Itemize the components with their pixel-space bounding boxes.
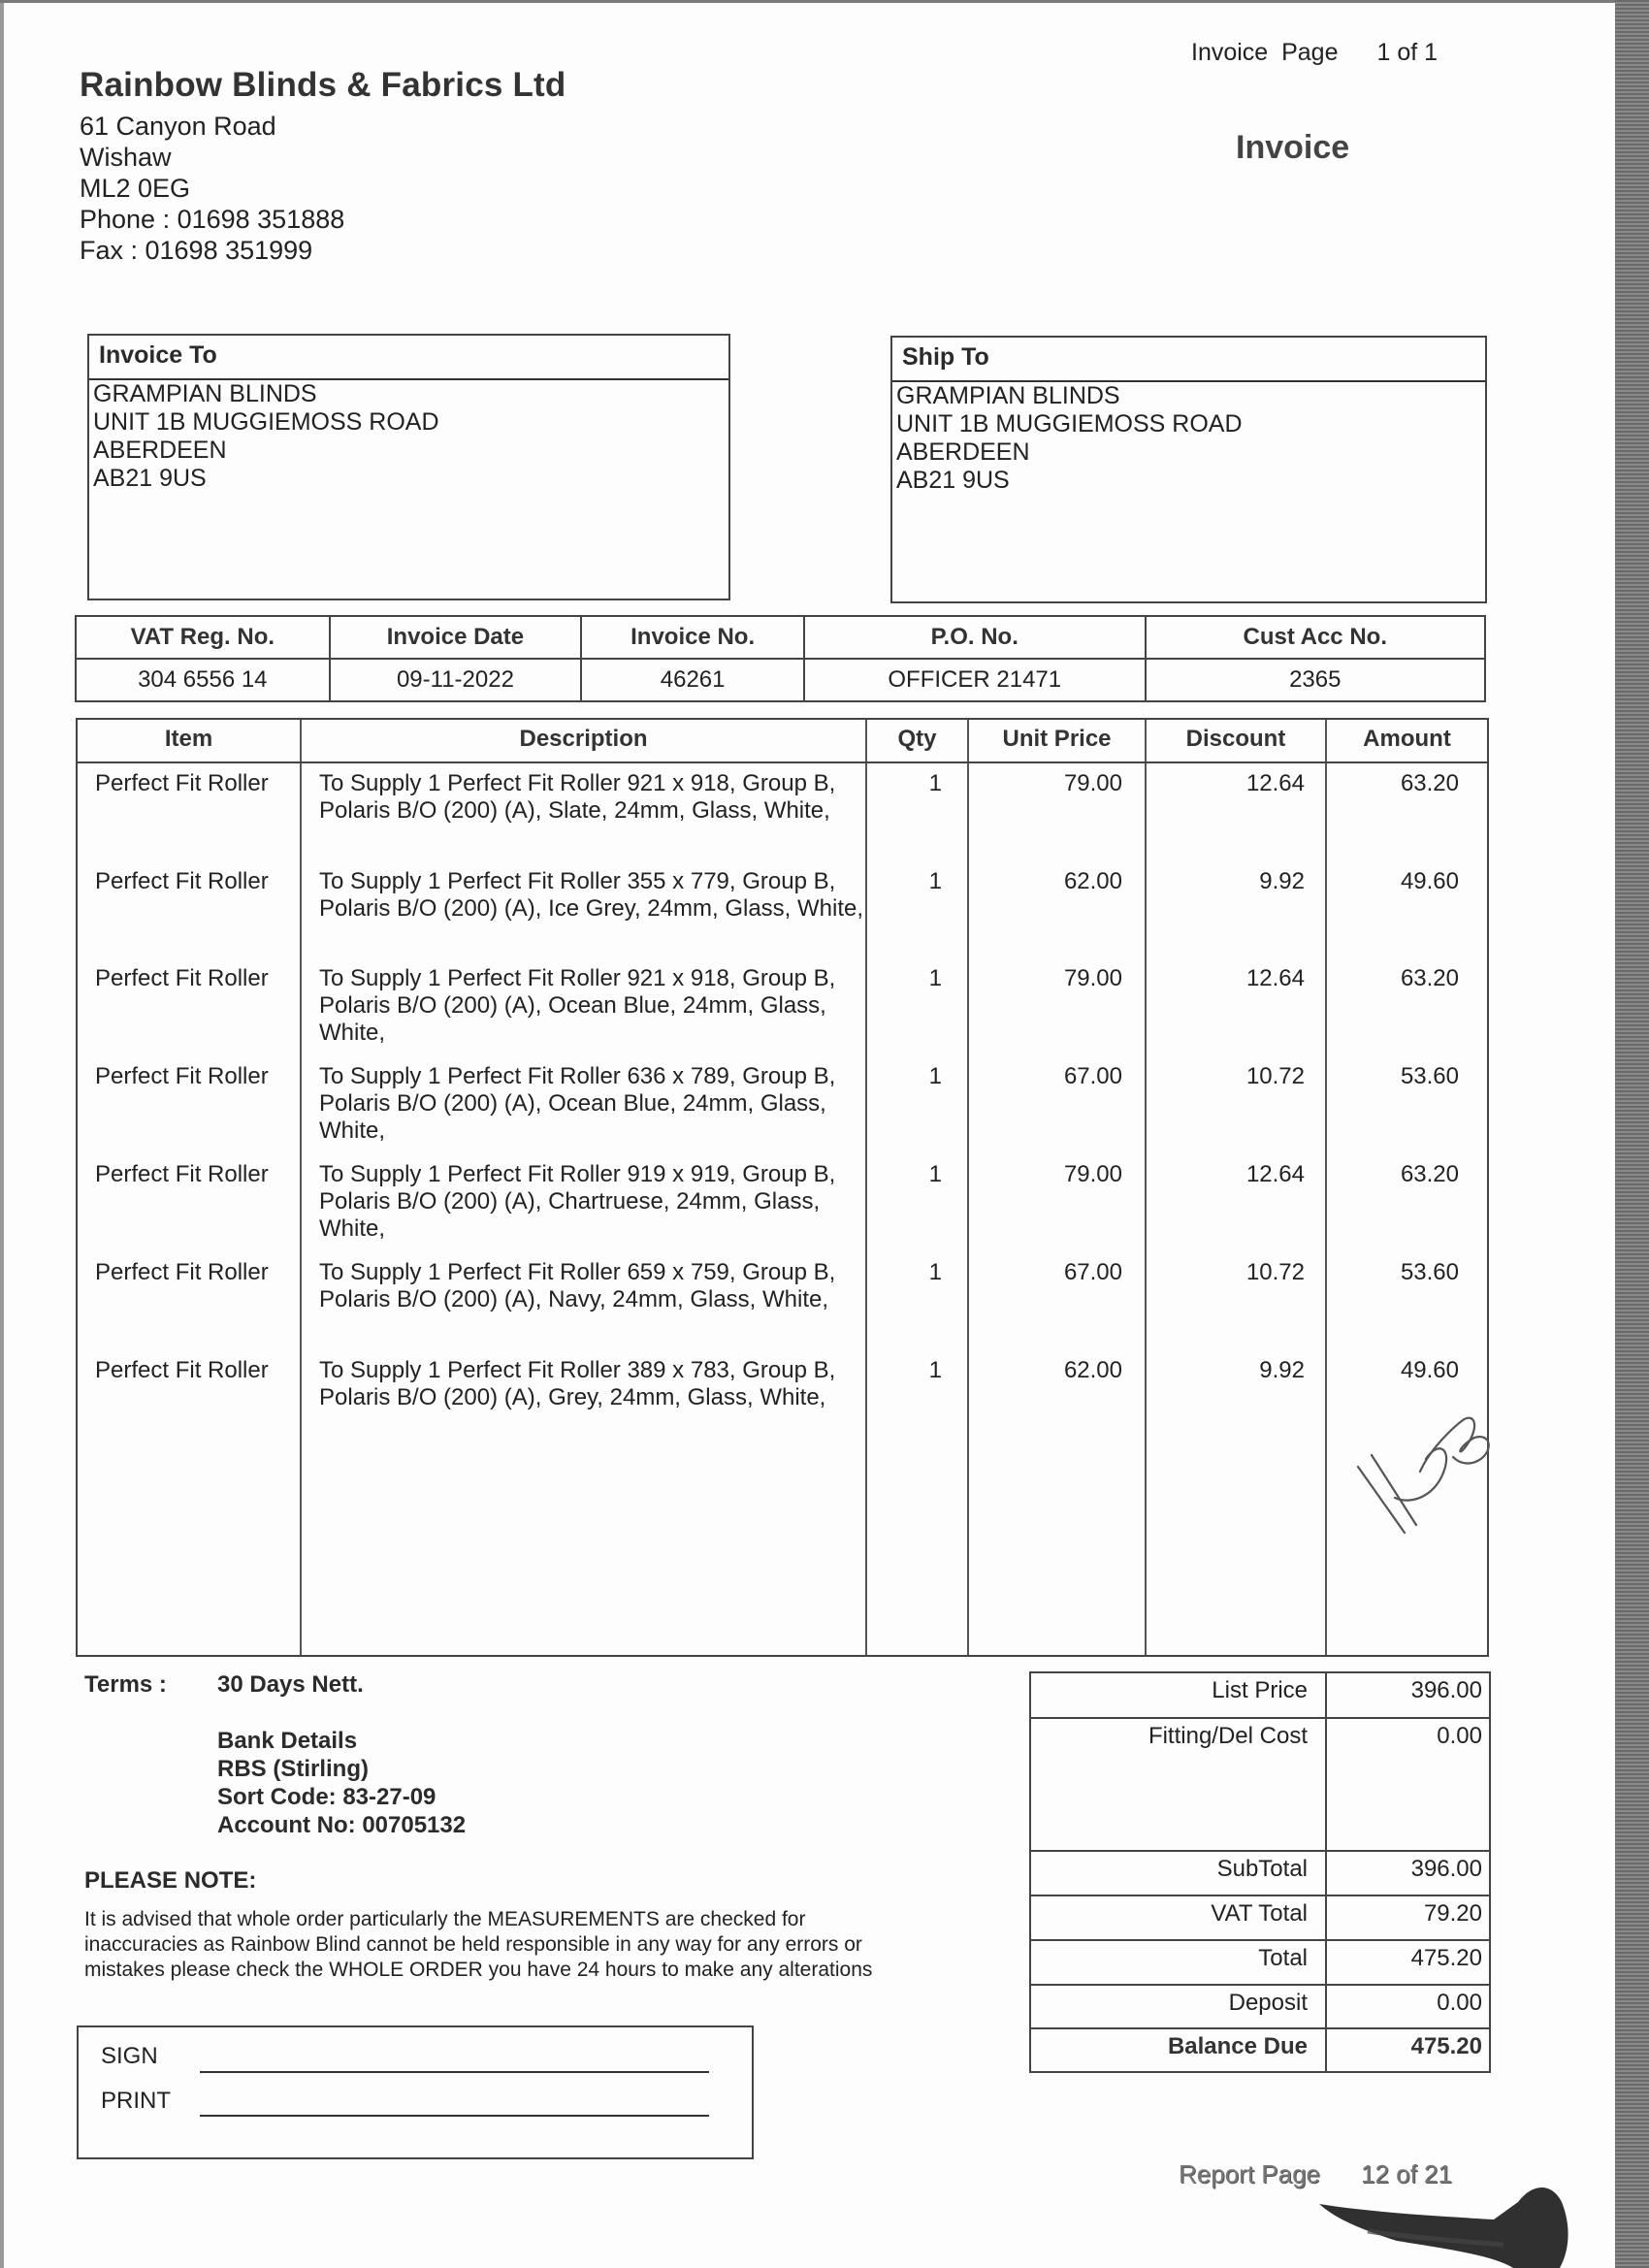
discount-header: Discount [1185, 726, 1286, 752]
row-amount: 53.60 [1400, 1259, 1459, 1285]
table-row [78, 770, 1487, 867]
row-item: Perfect Fit Roller [95, 1063, 269, 1089]
ship-to-line: UNIT 1B MUGGIEMOSS ROAD [896, 410, 1243, 437]
table-row [78, 1357, 1487, 1454]
terms-label: Terms : [84, 1671, 167, 1698]
balance-due-label: Balance Due [1167, 2033, 1308, 2059]
row-discount: 9.92 [1259, 1357, 1305, 1383]
note-line: It is advised that whole order particularly the MEASUREMENTS are checked for [84, 1908, 806, 1930]
ship-to-line: GRAMPIAN BLINDS [896, 382, 1120, 409]
company-address-line-3: ML2 0EG [80, 174, 191, 203]
row-item: Perfect Fit Roller [95, 868, 269, 894]
row-unit-price: 79.00 [1063, 965, 1122, 991]
invoice-page-value: 1 of 1 [1376, 39, 1439, 66]
invoice-info-table [75, 615, 1486, 702]
print-label: PRINT [101, 2088, 171, 2114]
ship-to-box [890, 336, 1487, 603]
description-header: Description [519, 726, 648, 752]
handwritten-initials-signature [1348, 1409, 1494, 1554]
scan-edge-top [0, 0, 1615, 3]
row-amount: 63.20 [1400, 1161, 1459, 1187]
row-description: To Supply 1 Perfect Fit Roller 659 x 759, Group B, Polaris B/O (200) (A), Navy, 24mm, Glass, White, [319, 1259, 836, 1312]
cust-acc-value: 2365 [1146, 659, 1485, 701]
row-amount: 63.20 [1400, 965, 1459, 991]
row-description: To Supply 1 Perfect Fit Roller 921 x 918, Group B, Polaris B/O (200) (A), Slate, 24mm, Glass, White, [319, 770, 836, 824]
row-unit-price: 62.00 [1063, 1357, 1122, 1383]
row-qty: 1 [928, 1259, 942, 1285]
invoice-to-address [89, 380, 728, 493]
info-value-row [76, 659, 1485, 701]
info-header-row [76, 616, 1485, 659]
row-description: To Supply 1 Perfect Fit Roller 636 x 789, Group B, Polaris B/O (200) (A), Ocean Blue, 24mm, Glass, White, [319, 1063, 836, 1144]
row-discount: 12.64 [1245, 770, 1305, 796]
table-row [78, 1161, 1487, 1258]
sign-line[interactable] [200, 2071, 709, 2073]
row-amount: 53.60 [1400, 1063, 1459, 1089]
po-no-header: P.O. No. [804, 616, 1146, 659]
company-name: Rainbow Blinds & Fabrics Ltd [80, 66, 566, 104]
subtotal-label: SubTotal [1216, 1856, 1308, 1882]
row-item: Perfect Fit Roller [95, 1259, 269, 1285]
items-table [76, 718, 1489, 1657]
document-title: Invoice [1236, 129, 1350, 166]
vat-reg-value: 304 6556 14 [76, 659, 330, 701]
balance-due-value: 475.20 [1410, 2033, 1482, 2059]
list-price-row [1031, 1673, 1489, 1719]
scanner-smudge [1310, 2173, 1600, 2268]
row-unit-price: 79.00 [1063, 1161, 1122, 1187]
row-qty: 1 [928, 1357, 942, 1383]
bank-name: RBS (Stirling) [217, 1756, 369, 1782]
deposit-row [1031, 1986, 1489, 2029]
fitting-value: 0.00 [1437, 1723, 1482, 1749]
ship-to-line: AB21 9US [896, 467, 1010, 494]
row-description: To Supply 1 Perfect Fit Roller 355 x 779, Group B, Polaris B/O (200) (A), Ice Grey, 24mm, Glass, White, [319, 868, 864, 922]
terms-value: 30 Days Nett. [217, 1671, 364, 1698]
deposit-value: 0.00 [1437, 1990, 1482, 2016]
invoice-to-heading: Invoice To [89, 336, 728, 380]
amount-header: Amount [1363, 726, 1451, 752]
ship-to-heading: Ship To [892, 338, 1485, 382]
note-line: inaccuracies as Rainbow Blind cannot be held responsible in any way for any errors or [84, 1933, 862, 1956]
row-discount: 12.64 [1245, 965, 1305, 991]
row-description: To Supply 1 Perfect Fit Roller 921 x 918, Group B, Polaris B/O (200) (A), Ocean Blue, 24mm, Glass, White, [319, 965, 836, 1046]
row-item: Perfect Fit Roller [95, 1357, 269, 1383]
company-fax: Fax : 01698 351999 [80, 236, 313, 265]
total-label: Total [1258, 1945, 1308, 1971]
cust-acc-header: Cust Acc No. [1146, 616, 1485, 659]
total-value: 475.20 [1410, 1945, 1482, 1971]
company-address-line-2: Wishaw [80, 143, 172, 172]
balance-due-row [1031, 2029, 1489, 2071]
bank-account-no: Account No: 00705132 [217, 1812, 467, 1838]
fitting-label: Fitting/Del Cost [1148, 1723, 1308, 1749]
subtotal-row [1031, 1852, 1489, 1896]
scan-edge-left [0, 0, 4, 2268]
table-row [78, 965, 1487, 1062]
company-address-line-1: 61 Canyon Road [80, 112, 276, 141]
row-amount: 49.60 [1400, 1357, 1459, 1383]
signature-box [77, 2025, 754, 2159]
deposit-label: Deposit [1228, 1990, 1308, 2016]
note-line: mistakes please check the WHOLE ORDER you have 24 hours to make any alterations [84, 1959, 873, 1981]
total-row [1031, 1941, 1489, 1986]
row-discount: 9.92 [1259, 868, 1305, 894]
table-row [78, 868, 1487, 965]
invoice-to-line: ABERDEEN [93, 437, 227, 464]
invoice-date-value: 09-11-2022 [330, 659, 582, 701]
row-unit-price: 67.00 [1063, 1259, 1122, 1285]
invoice-date-header: Invoice Date [330, 616, 582, 659]
vat-value: 79.20 [1423, 1900, 1482, 1927]
invoice-no-header: Invoice No. [581, 616, 804, 659]
row-unit-price: 79.00 [1063, 770, 1122, 796]
scan-edge-right [1615, 0, 1649, 2268]
fitting-row [1031, 1719, 1489, 1852]
please-note-body [84, 1907, 977, 1983]
row-description: To Supply 1 Perfect Fit Roller 389 x 783, Group B, Polaris B/O (200) (A), Grey, 24mm, Glass, White, [319, 1357, 836, 1410]
items-header-row [78, 720, 1487, 763]
vat-row [1031, 1896, 1489, 1941]
item-header: Item [164, 726, 213, 752]
row-qty: 1 [928, 1161, 942, 1187]
unit-price-header: Unit Price [1002, 726, 1112, 752]
subtotal-value: 396.00 [1410, 1856, 1482, 1882]
row-qty: 1 [928, 868, 942, 894]
ship-to-line: ABERDEEN [896, 438, 1030, 466]
row-discount: 10.72 [1245, 1063, 1305, 1089]
invoice-page-info [1191, 39, 1438, 67]
row-qty: 1 [928, 965, 942, 991]
table-row [78, 1259, 1487, 1356]
row-unit-price: 62.00 [1063, 868, 1122, 894]
invoice-to-line: GRAMPIAN BLINDS [93, 380, 317, 407]
row-item: Perfect Fit Roller [95, 965, 269, 991]
table-row [78, 1063, 1487, 1160]
vat-reg-header: VAT Reg. No. [76, 616, 330, 659]
vat-label: VAT Total [1211, 1900, 1308, 1927]
row-qty: 1 [928, 770, 942, 796]
row-qty: 1 [928, 1063, 942, 1089]
report-page-value: 12 of 21 [1360, 2159, 1452, 2188]
list-price-label: List Price [1212, 1677, 1308, 1703]
row-amount: 63.20 [1400, 770, 1459, 796]
row-item: Perfect Fit Roller [95, 770, 269, 796]
please-note-heading: PLEASE NOTE: [84, 1867, 257, 1894]
qty-header: Qty [897, 726, 937, 752]
ship-to-address [892, 382, 1485, 495]
po-no-value: OFFICER 21471 [804, 659, 1146, 701]
invoice-to-line: AB21 9US [93, 465, 207, 492]
invoice-page-label: Invoice Page [1191, 39, 1339, 66]
invoice-to-line: UNIT 1B MUGGIEMOSS ROAD [93, 408, 439, 436]
invoice-no-value: 46261 [581, 659, 804, 701]
report-page-label: Report Page [1179, 2159, 1320, 2188]
row-description: To Supply 1 Perfect Fit Roller 919 x 919, Group B, Polaris B/O (200) (A), Chartruese, 24mm, Glass, White, [319, 1161, 836, 1242]
list-price-value: 396.00 [1410, 1677, 1482, 1703]
bank-sort-code: Sort Code: 83-27-09 [217, 1784, 436, 1810]
sign-label: SIGN [101, 2043, 158, 2069]
row-discount: 10.72 [1245, 1259, 1305, 1285]
bank-details-heading: Bank Details [217, 1728, 358, 1754]
row-item: Perfect Fit Roller [95, 1161, 269, 1187]
print-line[interactable] [200, 2115, 709, 2117]
row-discount: 12.64 [1245, 1161, 1305, 1187]
row-amount: 49.60 [1400, 868, 1459, 894]
totals-box [1029, 1671, 1491, 2073]
invoice-to-box [87, 334, 730, 600]
company-phone: Phone : 01698 351888 [80, 205, 345, 234]
row-unit-price: 67.00 [1063, 1063, 1122, 1089]
